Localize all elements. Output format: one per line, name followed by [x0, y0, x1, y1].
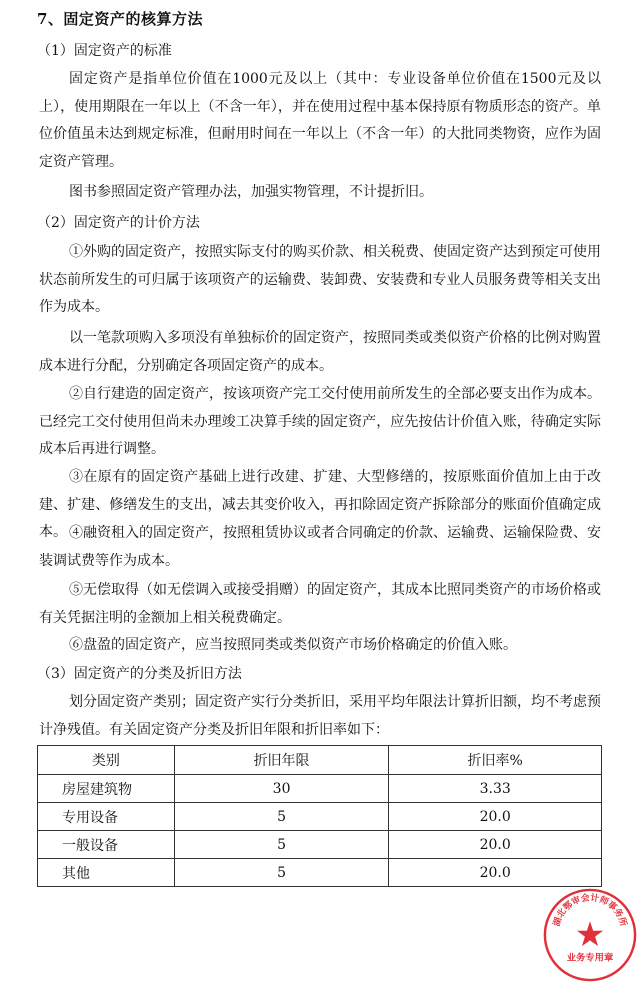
seal-star-icon	[577, 921, 603, 946]
subsection-title-standard: （1）固定资产的标准	[37, 43, 172, 59]
cell-years: 30	[174, 775, 389, 803]
cell-rate: 20.0	[389, 831, 602, 859]
cell-years: 5	[174, 803, 389, 831]
seal-arc-text: 湖北鄂审会计师事务所	[552, 893, 628, 928]
paragraph-renovation: ③在原有的固定资产基础上进行改建、扩建、大型修缮的，按原账面价值加上由于改建、扩建、修缮发生的支出，减去其变价收入，再扣除固定资产拆除部分的账面价值确定成本。	[39, 469, 601, 540]
table-header-row	[38, 746, 602, 775]
section-heading: 7、固定资产的核算方法	[37, 10, 203, 28]
table-row	[38, 859, 602, 887]
paragraph-self-built: ②自行建造的固定资产，按该项资产完工交付使用前所发生的全部必要支出作为成本。已经完工交付使用但尚未办理竣工决算手续的固定资产，应先按估计价值入账，待确定实际成本后再进行调整。	[39, 386, 601, 457]
subsection-title-valuation: （2）固定资产的计价方法	[37, 215, 200, 231]
cell-years: 5	[174, 831, 389, 859]
paragraph-free-acquired: ⑤无偿取得（如无偿调入或接受捐赠）的固定资产，其成本比照同类资产的市场价格或有关凭据注明的金额加上相关税费确定。	[39, 582, 601, 626]
table-row	[38, 775, 602, 803]
cell-category: 一般设备	[38, 831, 175, 859]
subsection-title-depreciation: （3）固定资产的分类及折旧方法	[37, 666, 242, 682]
header-rate: 折旧率%	[389, 746, 602, 775]
seal-subtext: 业务专用章	[566, 952, 614, 964]
paragraph-depreciation: 划分固定资产类别；固定资产实行分类折旧，采用平均年限法计算折旧额，均不考虑预计净残值。有关固定资产分类及折旧年限和折旧率如下：	[39, 694, 601, 738]
paragraph-standard: 固定资产是指单位价值在1000元及以上（其中：专业设备单位价值在1500元及以上），使用期限在一年以上（不含一年），并在使用过程中基本保持原有物质形态的资产。单位价值虽未达到规定标准，但耐用时间在一年以上（不含一年）的大批同类物资，应作为固定资产管理。	[39, 71, 601, 170]
paragraph-bundle-purchase: 以一笔款项购入多项没有单独标价的固定资产，按照同类或类似资产价格的比例对购置成本进行分配，分别确定各项固定资产的成本。	[39, 330, 601, 374]
table-row	[38, 831, 602, 859]
header-years: 折旧年限	[174, 746, 389, 775]
cell-rate: 20.0	[389, 859, 602, 887]
official-seal	[541, 886, 639, 984]
cell-category: 专用设备	[38, 803, 175, 831]
paragraph-finance-lease: ④融资租入的固定资产，按照租赁协议或者合同确定的价款、运输费、运输保险费、安装调试费等作为成本。	[39, 525, 601, 569]
table-row	[38, 803, 602, 831]
paragraph-books: 图书参照固定资产管理办法，加强实物管理，不计提折旧。	[69, 184, 433, 200]
depreciation-table	[37, 745, 602, 887]
cell-years: 5	[174, 859, 389, 887]
cell-category: 房屋建筑物	[38, 775, 175, 803]
paragraph-purchased: ①外购的固定资产，按照实际支付的购买价款、相关税费、使固定资产达到预定可使用状态前所发生的可归属于该项资产的运输费、装卸费、安装费和专业人员服务费等相关支出作为成本。	[39, 244, 601, 315]
cell-rate: 3.33	[389, 775, 602, 803]
cell-category: 其他	[38, 859, 175, 887]
cell-rate: 20.0	[389, 803, 602, 831]
header-category: 类别	[38, 746, 175, 775]
paragraph-surplus: ⑥盘盈的固定资产，应当按照同类或类似资产市场价格确定的价值入账。	[69, 637, 517, 653]
